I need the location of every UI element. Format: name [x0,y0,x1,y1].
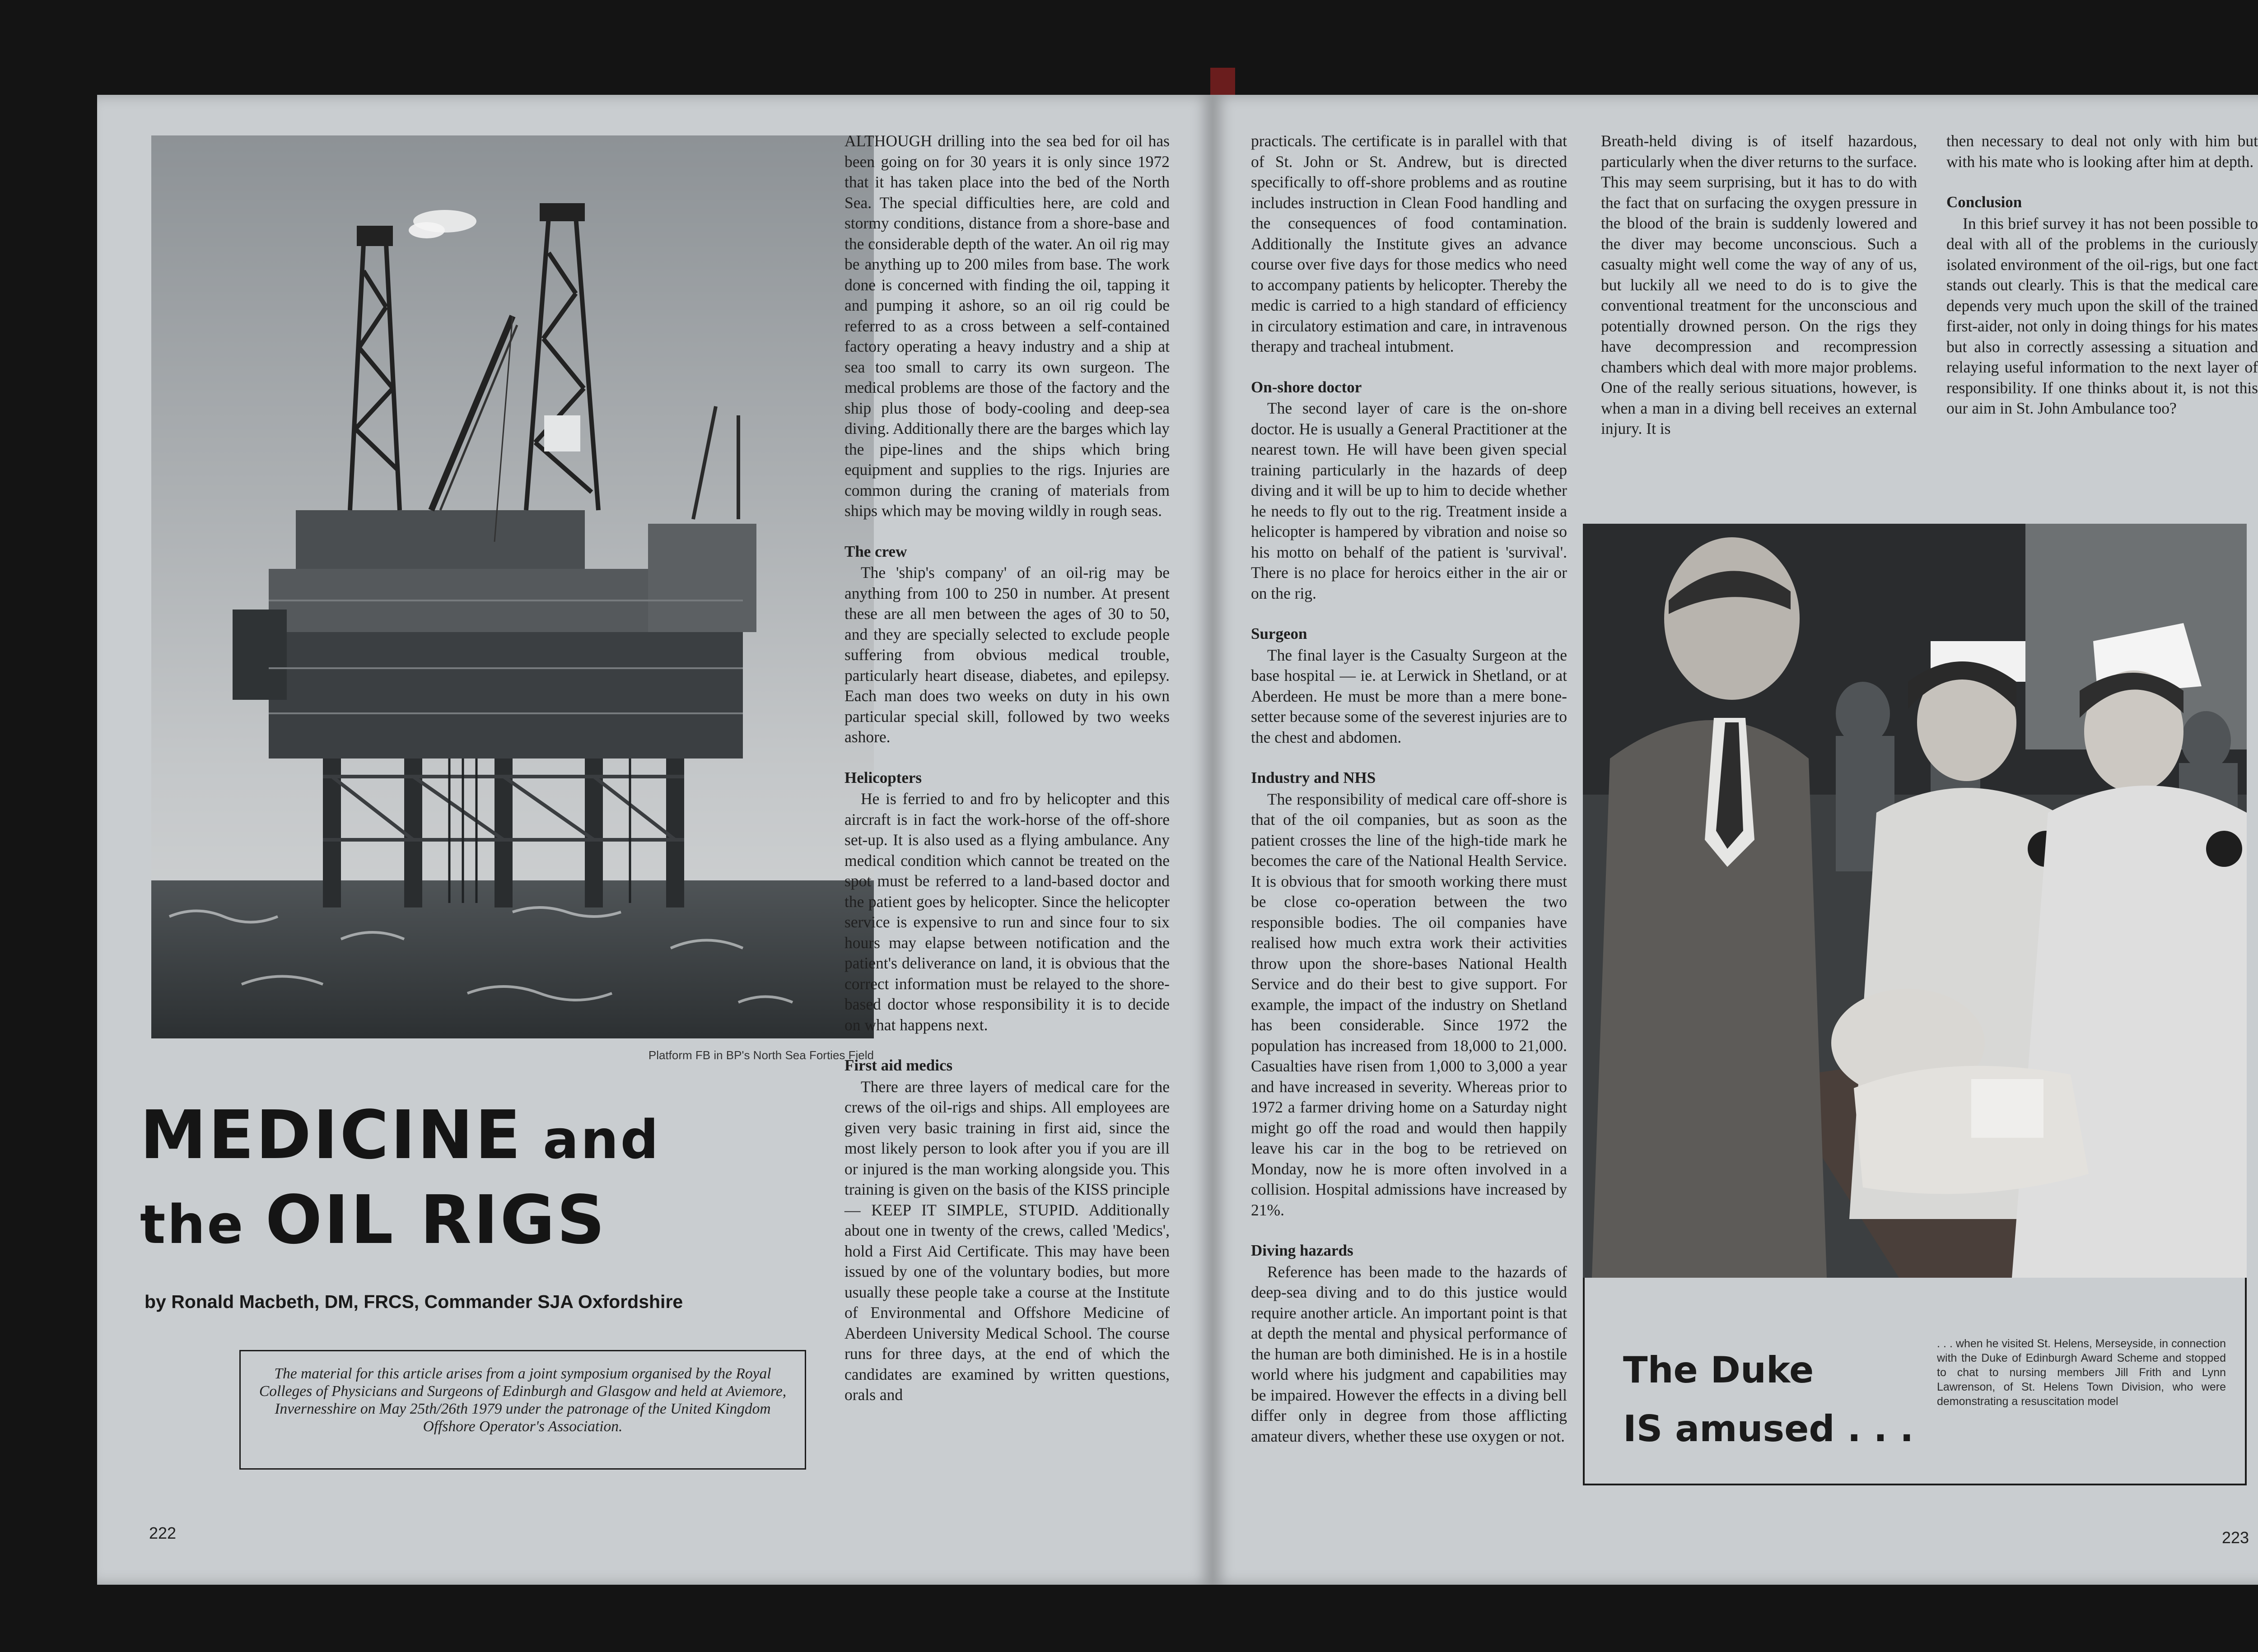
right-article-column-2 [1601,131,1917,439]
paragraph: practicals. The certificate is in parallel with that of St. John or St. Andrew, but is directed specifically to off-shore problems and as routine includes instruction in Clean Food handling and the consequences of food contamination. Additionally the Institute gives an advance course over five days for those medics who need to accompany patients by helicopter. Thereby the medic is carried to a high standard of efficiency in circulatory estimation and care, in intravenous therapy and tracheal intubment. [1251,132,1567,355]
subheading: Surgeon [1251,625,1307,642]
duke-caption-box [1583,1278,2247,1485]
subheading: Helicopters [844,768,922,786]
rig-photo-caption: Platform FB in BP's North Sea Forties Field [648,1048,874,1062]
duke-title-line1: The Duke [1623,1349,1814,1391]
paragraph: He is ferried to and fro by helicopter and this aircraft is in fact the work-horse of the off-shore set-up. It is also used as a flying ambulance. Any medical condition which cannot be treated on the spot must be referred to a land-based doctor and the patient goes by helicopter. Since the helicopter service is expensive to run and since four to six hours may elapse between notification and the patient's deliverance on land, it is obvious that the correct information must be relayed to the shore-based doctor whose responsibility it is to decide on what happens next. [844,790,1170,1034]
paragraph: The 'ship's company' of an oil-rig may be anything from 100 to 250 in number. At present these are all men between the ages of 30 to 50, and they are specially selected to exclude people suffering from obvious medical trouble, particularly heart disease, diabetes, and epilepsy. Each man does two weeks on duty in his own particular special skill, followed by two weeks ashore. [844,563,1170,746]
right-page [1213,95,2258,1585]
subheading: Diving hazards [1251,1242,1353,1259]
subheading: On-shore doctor [1251,378,1362,396]
paragraph: The second layer of care is the on-shore doctor. He is usually a General Practitioner at the nearest town. He will have been given special training particularly in the hazards of deep diving and it will be up to him to decide whether he needs to fly out to the rig. Treatment inside a helicopter is hampered by vibration and noise so his motto on behalf of the patient is 'survival'. There is no place for heroics either in the air or on the rig. [1251,399,1567,602]
paragraph: The responsibility of medical care off-shore is that of the oil companies, but as soon as the patient crosses the line of the high-tide mark he becomes the care of the National Health Service. It is obvious that for smooth working there must be close co-operation between the two responsible bodies. The oil companies have realised how much extra work their activities throw upon the shore-bases National Health Service and do their best to give support. For example, the impact of the industry on Shetland has been considerable. Since 1972 the population has increased from 18,000 to 21,000. Casualties have risen from 1,000 to 3,000 a year and have increased in severity. Whereas prior to 1972 a farmer driving home on a Saturday night might go off the road and would then happily leave his car in the bog to be retrieved on Monday, now he is more often involved in a collision. Hospital admissions have increased by 21%. [1251,790,1567,1219]
paragraph: In this brief survey it has not been possible to deal with all of the problems in the curiously isolated environment of the oil-rigs, but one fact stands out clearly. This is that the medical care depends very much upon the skill of the trained first-aider, not only in doing things for his mates but also in correctly assessing a situation and relaying useful information to the next layer of responsibility. If one thinks about it, is not this our aim in St. John Ambulance too? [1946,214,2258,417]
headline-the: the [140,1193,266,1256]
subheading: First aid medics [844,1056,953,1074]
left-page [97,95,1213,1585]
left-article-column [844,131,1170,1405]
paragraph: There are three layers of medical care for the crews of the oil-rigs and ships. All employees are given very basic training in first aid, since the most likely person to look after you if you are ill or injured is the man working alongside you. This training is given on the basis of the KISS principle — KEEP IT SIMPLE, STUPID. Additionally about one in twenty of the crews, called 'Medics', hold a First Aid Certificate. This may have been issued by one of the voluntary bodies, but more usually these people take a course at the Institute of Environmental and Offshore Medicine of Aberdeen University Medical School. The course runs for three days, at the end of which the candidates are examined by written questions, orals and [844,1077,1170,1404]
article-headline [140,1095,660,1265]
subheading: Conclusion [1946,193,2022,211]
paragraph: The final layer is the Casualty Surgeon at the base hospital — ie. at Lerwick in Shetland, or at Aberdeen. He must be more than a mere bone-setter because some of the severest injuries are to the chest and abdomen. [1251,646,1567,746]
byline: by Ronald Macbeth, DM, FRCS, Commander SJA Oxfordshire [145,1291,683,1312]
headline-medicine: MEDICINE [140,1096,523,1174]
duke-title [1623,1341,1913,1458]
paragraph: Breath-held diving is of itself hazardous, particularly when the diver returns to the surface. This may seem surprising, but it has to do with the fact that on surfacing the oxygen pressure in the blood of the brain is suddenly lowered and the diver may become unconscious. Such a casualty might well come the way of any of us, but luckily all we need to do is to give the conventional treatment for the unconscious and potentially drowned person. On the rigs they have decompression and recompression chambers which deal with more major problems. One of the really serious situations, however, is when a man in a diving bell receives an external injury. It is [1601,132,1917,437]
subheading: Industry and NHS [1251,769,1376,786]
paragraph: Reference has been made to the hazards of deep-sea diving and to do this justice would require another article. An important point is that at depth the mental and physical performance of the human are both diminished. He is in a hostile world where his judgment and capabilities may be impaired. However the effects in a diving bell differ only in degree from those afflicting amateur divers, whether these use oxygen or not. [1251,1262,1567,1445]
right-article-column-3 [1946,131,2258,419]
paragraph: then necessary to deal not only with him but with his mate who is looking after him at depth. [1946,132,2258,171]
intro-box: The material for this article arises from a joint symposium organised by the Royal Colleges of Physicians and Surgeons of Edinburgh and Glasgow and held at Aviemore, Invernesshire on May 25th/26th 1979 under the patronage of the United Kingdom Offshore Operator's Association. [239,1350,806,1470]
duke-title-line2: IS amused . . . [1623,1408,1914,1450]
paragraph: ALTHOUGH drilling into the sea bed for oil has been going on for 30 years it is only since 1972 that it has taken place into the bed of the North Sea. The special difficulties here, are cold and stormy conditions, distance from a shore-base and the considerable depth of the water. An oil rig may be anything up to 200 miles from base. The work done is concerned with finding the oil, tapping it and pumping it ashore, so an oil rig could be referred to as a cross between a self-contained factory operating a heavy industry and a ship at sea too small to carry its own surgeon. The medical problems are those of the factory and the ship plus those of body-cooling and deep-sea diving. Additionally there are the barges which lay the pipe-lines and the ships which bring equipment and supplies to the rigs. Injuries are common during the craning of materials from ships which may be moving wildly in rough seas. [844,132,1170,520]
duke-photo-caption: . . . when he visited St. Helens, Merseyside, in connection with the Duke of Edinburgh Award Scheme and stopped to chat to nursing members Jill Frith and Lynn Lawrenson, of St. Helens Town Division, who were demonstrating a resuscitation model [1937,1337,2226,1408]
right-article-column-1 [1251,131,1567,1447]
oil-rig-photo [151,135,874,1038]
page-number-left: 222 [149,1524,177,1542]
headline-and: and [522,1108,661,1171]
headline-oil-rigs: OIL RIGS [265,1181,607,1259]
duke-visit-photo [1583,524,2247,1278]
page-number-right: 223 [2222,1528,2249,1547]
subheading: The crew [844,542,907,560]
